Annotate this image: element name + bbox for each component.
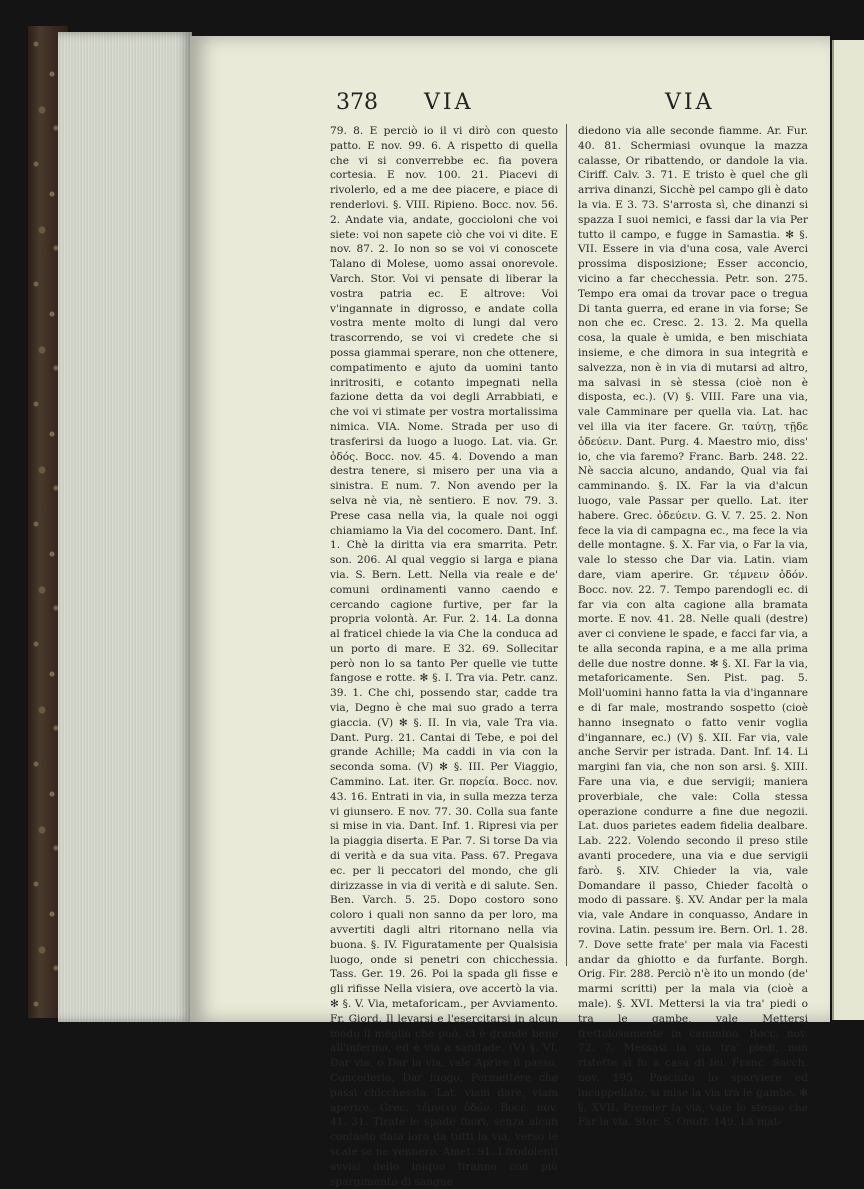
page-header xyxy=(190,90,830,126)
page-edges xyxy=(58,32,192,1022)
running-headword-right: VIA xyxy=(665,90,715,115)
page-number: 378 xyxy=(336,90,378,115)
book-page xyxy=(190,36,830,1188)
running-headword-left: VIA xyxy=(424,90,474,115)
text-column-right xyxy=(578,124,808,1129)
column-divider xyxy=(566,124,567,966)
facing-page-edge xyxy=(832,40,864,1020)
column-text: diedono via alle seconde fiamme. Ar. Fur. 40. 81. Schermiasi ovunque la mazza calasse, Or ribattendo, or dandole la via. Ciriff. Calv. 3. 71. E tristo è quel che gli arriva dinanzi, Sicchè pel campo gli è dato la via. E 3. 73. S'arrosta sì, che dinanzi si spazza I suoi nemici, e fassi dar la via Per tutto il campo, e fugge in Samastia. ✻ §. VII. Essere in via d'una cosa, vale Averci prossima disposizione; Esser acconcio, vicino a far checchessia. Petr. son. 275. Tempo era omai da trovar pace o tregua Di tanta guerra, ed erane in via forse; Se non che ec. Cresc. 2. 13. 2. Ma quella cosa, la quale è umida, e ben mischiata insieme, e che dimora in sua integrità e salvezza, non è in via di mutarsi ad altro, ma salvasi in sè stessa (cioè non è disposta, ec.). (V) §. VIII. Fare una via, vale Camminare per quella via. Lat. hac vel illa via iter facere. Gr. ταύτῃ, τῇδε ὁδεύειν. Dant. Purg. 4. Maestro mio, diss' io, che via faremo? Franc. Barb. 248. 22. Nè saccia alcuno, andando, Qual via fai camminando. §. IX. Far la via d'alcun luogo, vale Passar per quello. Lat. iter habere. Grec. ὁδεύειν. G. V. 7. 25. 2. Non fece la via di campagna ec., ma fece la via delle montagne. §. X. Far via, o Far la via, vale lo stesso che Dar via. Latin. viam dare, viam aperire. Gr. τέμνειν ὁδόν. Bocc. nov. 22. 7. Tempo parendogli ec. di far via con alta cagione alla bramata morte. E nov. 41. 28. Nelle quali (destre) aver ci conviene le spade, e facci far via, a te alla seconda rapina, e a me alla prima delle due nostre donne. ✻ §. XI. Far la via, metaforicamente. Sen. Pist. pag. 5. Moll'uomini hanno fatta la via d'ingannare e di far male, mostrando sospetto (cioè hanno insegnato o fatto venir voglia d'ingannare, ec.) (V) §. XII. Far via, vale anche Servir per istrada. Dant. Inf. 14. Li margini fan via, che non son arsi. §. XIII. Fare una via, e due servigii; maniera proverbiale, che vale: Colla stessa operazione condurre a fine due negozii. Lat. duos parietes eadem fidelia dealbare. Lab. 222. Volendo secondo il preso stile avanti procedere, una via e due servigii farò. §. XIV. Chieder la via, vale Domandare il passo, Chieder facoltà o modo di passare. §. XV. Andar per la mala via, vale Andare in conquasso, Andare in rovina. Latin. pessum ire. Bern. Orl. 1. 28. 7. Dove sette frate' per mala via Facesti andar da ghiotto e da furfante. Borgh. Orig. Fir. 288. Perciò n'è ito un mondo (de' marmi scritti) per la mala via (cioè a male). §. XVI. Mettersi la via tra' piedi o tra le gambe, vale Mettersi frettolosamente in cammino. Bocc. nov. 72. 7. Messasi la via tra' piedi, non ristette sì fu a casa di lei. Franc. Sacch. nov. 195. Pasciuto lo sparviere ed incappellato, si mise la via tra le gambe. ✻ §. XVII. Prender la via, vale lo stesso che Far la via. Stor. S. Onofr. 149. La mat- xyxy=(578,125,808,1129)
column-text: 79. 8. E perciò io il vi dirò con questo patto. E nov. 99. 6. A rispetto di quella che vi si converrebbe ec. fia povera cortesia. E nov. 100. 21. Piacevi di rivolerlo, ed a me dee piacere, e piace di renderlovi. §. VIII. Ripieno. Bocc. nov. 56. 2. Andate via, andate, goccioloni che voi siete: voi non sapete ciò che voi vi dite. E nov. 87. 2. Io non so se voi vi conoscete Talano di Molese, uomo assai onorevole. Varch. Stor. Voi vi pensate di liberar la vostra patria ec. E altrove: Voi v'ingannate in digrosso, e andate colla vostra mente molto di lungi dal vero trascorrendo, se voi vi credete che si possa giammai sperare, non che ottenere, compatimento e ajuto da uomini tanto inritrositi, e cotanto impegnati nella fazione detta da voi degli Arrabbiati, e che voi vi stimate per vostra mortalissima nimica. VIA. Nome. Strada per uso di trasferirsi da luogo a luogo. Lat. via. Gr. ὁδός. Bocc. nov. 45. 4. Dovendo a man destra tenere, si misero per una via a sinistra. E num. 7. Non avendo per la selva nè via, nè sentiero. E nov. 79. 3. Prese casa nella via, la quale noi oggi chiamiamo la Via del cocomero. Dant. Inf. 1. Chè la diritta via era smarrita. Petr. son. 206. Al qual veggio si larga e piana via. S. Bern. Lett. Nella via reale e de' comuni ordinamenti vanno caendo e cercando cagione furtive, per far la propria volontà. Ar. Fur. 2. 14. La donna al fraticel chiede la via Che la conduca ad un porto di mare. E 32. 69. Sollecitar però non lo sa tanto Per quelle vie tutte fangose e rotte. ✻ §. I. Tra via. Petr. canz. 39. 1. Che chi, possendo star, cadde tra via, Degno è che mai suo grado a terra giaccia. (V) ✻ §. II. In via, vale Tra via. Dant. Purg. 21. Cantai di Tebe, e poi del grande Achille; Ma caddi in via con la seconda soma. (V) ✻ §. III. Per Viaggio, Cammino. Lat. iter. Gr. πορεία. Bocc. nov. 43. 16. Entrati in via, in sulla mezza terza vi giunsero. E nov. 77. 30. Colla sua fante si mise in via. Dant. Inf. 1. Ripresi via per la piaggia diserta. E Par. 7. Si torse Da via di verità e da sua vita. Pass. 67. Pregava ec. per li peccatori del mondo, che gli dirizzasse in via di verità e di salute. Sen. Ben. Varch. 5. 25. Dopo costoro sono coloro i quali non sanno da per loro, ma avvertiti dagli altri ritornano nella via buona. §. IV. Figuratamente per Qualsisia luogo, onde si penetri con chicchessia. Tass. Ger. 19. 26. Poi la spada gli fisse e gli rifisse Nella visiera, ove accertò la via. ✻ §. V. Via, metaforicam., per Avviamento. Fr. Giord. Il levarsi e l'esercitarsi in alcun modo il meglio che può, ci è grande bene all'infermo, ed è via a sanitade. (V) §. VI. Dar via, o Dar la via, vale Aprire il passo, Concederlo, Dar luogo, Permettere che passi chicchessia. Lat. viam dare, viam aperire. Grec. τέμνειν ὁδόν. Bocc. nov. 41. 31. Tirate le spade fuori, senza alcun contasto data loro da tutti la via, verso le scale se ne vennero. Amet. 91. I frodolenti avvisi dello iniquo tiranno con più spargimento di sangue xyxy=(330,125,558,1188)
text-column-left xyxy=(330,124,558,1188)
